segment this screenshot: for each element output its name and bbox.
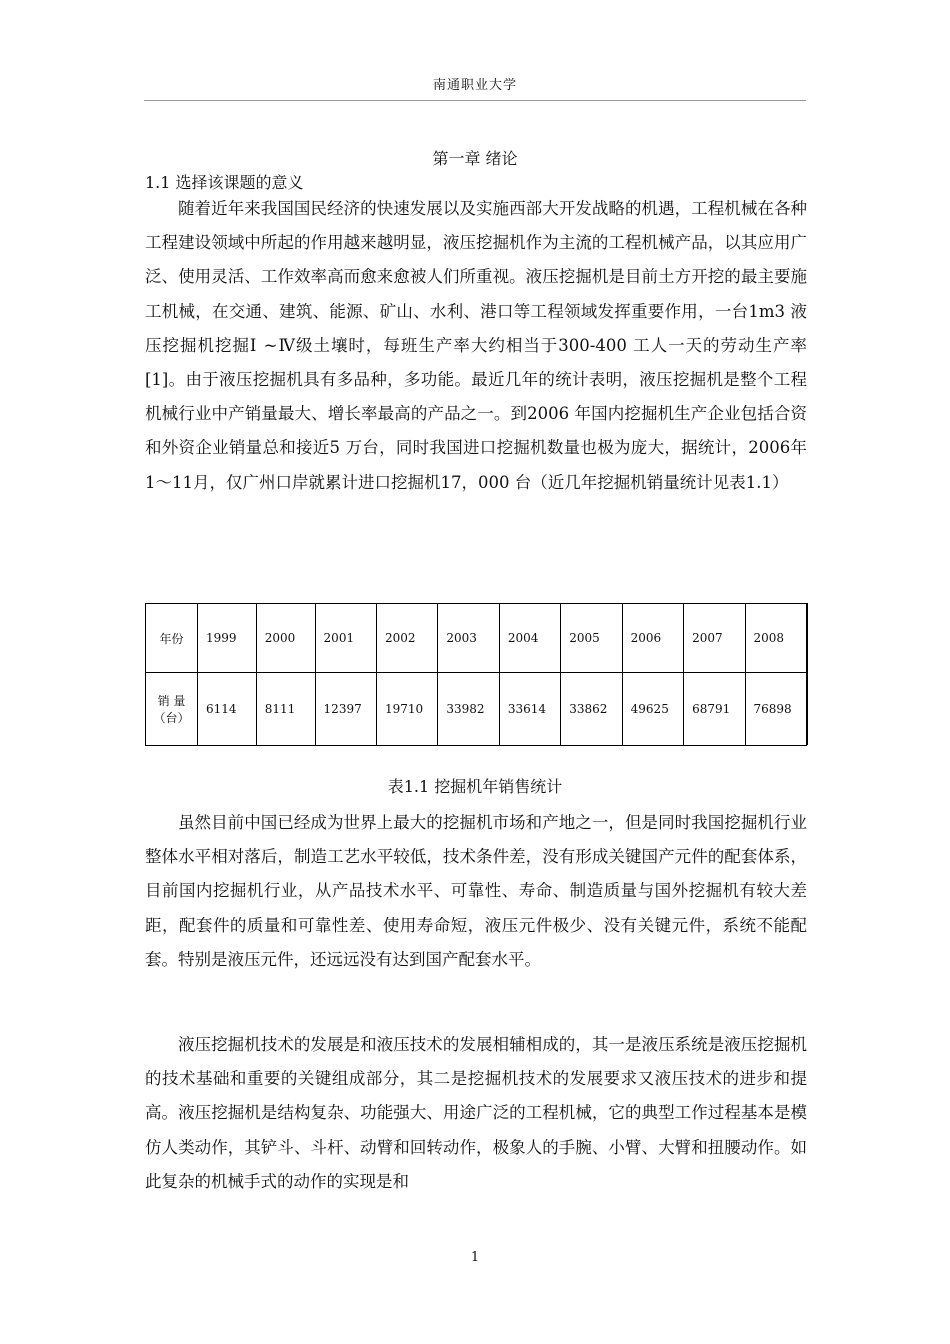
year-cell: 2003 — [438, 604, 499, 673]
paragraph-industry-status: 虽然目前中国已经成为世界上最大的挖掘机市场和产地之一，但是同时我国挖掘机行业整体水平相对落后，制造工艺水平较低，技术条件差，没有形成关键国产元件的配套体系，目前国内挖掘机行业，从产品技术水平、可靠性、寿命、制造质量与国外挖掘机有较大差距，配套件的质量和可靠性差、使用寿命短，液压元件极少、没有关键元件，系统不能配套。特别是液压元件，还远远没有达到国产配套水平。 — [145, 813, 807, 969]
year-label-cell: 年份 — [146, 604, 198, 673]
sales-cell: 76898 — [745, 673, 807, 746]
year-cell: 1999 — [198, 604, 257, 673]
sales-cell: 8111 — [256, 673, 315, 746]
table-caption: 表1.1 挖掘机年销售统计 — [387, 777, 563, 796]
sales-cell: 19710 — [376, 673, 437, 746]
section-title: 1.1 选择该课题的意义 — [145, 173, 304, 192]
paragraph-intro: 随着近年来我国国民经济的快速发展以及实施西部大开发战略的机遇，工程机械在各种工程建设领域中所起的作用越来越明显，液压挖掘机作为主流的工程机械产品，以其应用广泛、使用灵活、工作效率高而愈来愈被人们所重视。液压挖掘机是目前土方开挖的最主要施工机械，在交通、建筑、能源、矿山、水利、港口等工程领域发挥重要作用，一台1m3 液压挖掘机挖掘Ⅰ ~Ⅳ级土壤时，每班生产率大约相当于300-400 工人一天的劳动生产率 [1]。由于液压挖掘机具有多品种，多功能。最近几年的统计表明，液压挖掘机是整个工程机械行业中产销量最大、增长率最高的产品之一。到2006 年国内挖掘机生产企业包括合资和外资企业销量总和接近5 万台，同时我国进口挖掘机数量也极为庞大，据统计，2006年1～11月，仅广州口岸就累计进口挖掘机17，000 台（近几年挖掘机销量统计见表1.1） — [145, 199, 807, 492]
year-cell: 2005 — [561, 604, 622, 673]
table-right-border — [806, 603, 808, 745]
sales-table — [145, 603, 807, 746]
year-cell: 2002 — [376, 604, 437, 673]
year-cell: 2006 — [622, 604, 683, 673]
page-number: 1 — [470, 1250, 480, 1265]
sales-cell: 33614 — [499, 673, 560, 746]
sales-cell: 6114 — [198, 673, 257, 746]
year-cell: 2000 — [256, 604, 315, 673]
sales-cell: 49625 — [622, 673, 683, 746]
chapter-title: 第一章 绪论 — [432, 149, 518, 168]
paragraph-hydraulic-tech: 液压挖掘机技术的发展是和液压技术的发展相辅相成的，其一是液压系统是液压挖掘机的技术基础和重要的关键组成部分，其二是挖掘机技术的发展要求又液压技术的进步和提高。液压挖掘机是结构复杂、功能强大、用途广泛的工程机械，它的典型工作过程基本是模仿人类动作，其铲斗、斗杆、动臂和回转动作，极象人的手腕、小臂、大臂和扭腰动作。如此复杂的机械手式的动作的实现是和 — [145, 1035, 807, 1191]
year-cell: 2008 — [745, 604, 807, 673]
sales-cell: 33982 — [438, 673, 499, 746]
table-row-years — [146, 604, 807, 673]
sales-cell: 68791 — [684, 673, 745, 746]
year-cell: 2004 — [499, 604, 560, 673]
year-cell: 2001 — [315, 604, 376, 673]
table-row-sales — [146, 673, 807, 746]
page-header: 南通职业大学 — [432, 78, 517, 93]
header-divider — [144, 100, 806, 101]
sales-label-cell: 销 量（台） — [146, 673, 198, 746]
sales-cell: 33862 — [561, 673, 622, 746]
sales-cell: 12397 — [315, 673, 376, 746]
year-cell: 2007 — [684, 604, 745, 673]
